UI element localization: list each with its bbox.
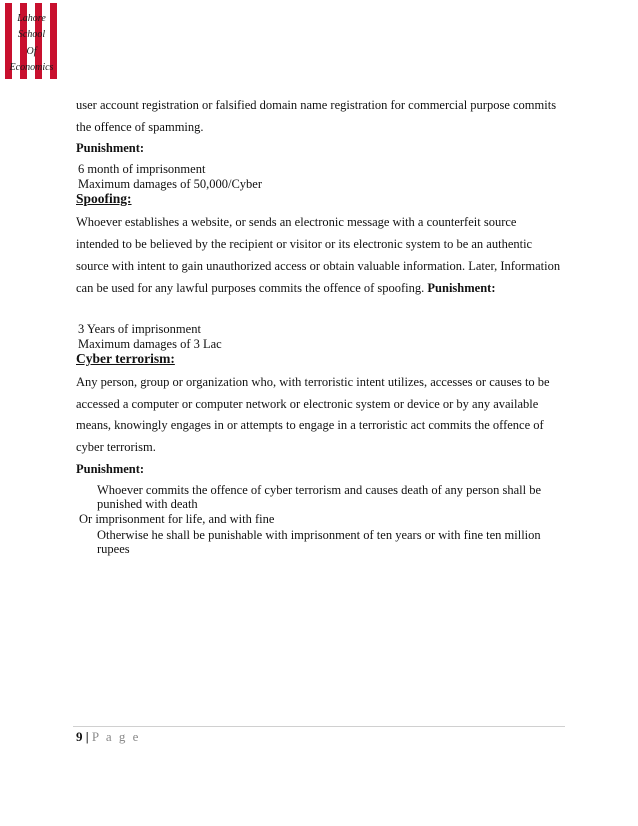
terrorism-text-line: accessed a computer or computer network or electronic system or device or by any available (76, 397, 539, 411)
terrorism-punishment-label: Punishment: (76, 462, 145, 476)
spam-text-line: the offence of spamming. (76, 120, 204, 134)
spoofing-punishment-item: 3 Years of imprisonment (78, 322, 201, 336)
school-logo (5, 3, 58, 79)
page-number: 9 (76, 729, 83, 744)
terrorism-text-line: Any person, group or organization who, with terroristic intent utilizes, accesses or causes to be (76, 375, 550, 389)
terrorism-text-line: means, knowingly engages in or attempts to engage in a terroristic act commits the offence of (76, 418, 544, 432)
spam-punishment-label: Punishment: (76, 141, 145, 155)
page-label: P a g e (91, 729, 141, 744)
spoofing-text-line: Whoever establishes a website, or sends an electronic message with a counterfeit source (76, 215, 517, 229)
spoofing-punishment-item: Maximum damages of 3 Lac (78, 337, 222, 351)
cyber-terrorism-heading: Cyber terrorism: (76, 351, 175, 366)
spam-punishment-item: Maximum damages of 50,000/Cyber (78, 177, 262, 191)
logo-text-line1: Lahore (17, 13, 46, 24)
terrorism-punishment-item: rupees (97, 542, 130, 556)
spoofing-text-line: intended to be believed by the recipient or visitor or its electronic system to be an authentic (76, 237, 533, 251)
terrorism-punishment-item: punished with death (97, 497, 198, 511)
terrorism-text-line: cyber terrorism. (76, 440, 156, 454)
spoofing-text-line: source with intent to gain unauthorized access or obtain valuable information. Later, Information (76, 259, 561, 273)
footer-separator: | (85, 729, 89, 744)
logo-text-line4: Economics (9, 62, 54, 73)
terrorism-punishment-item: Or imprisonment for life, and with fine (79, 512, 275, 526)
footer-divider (73, 726, 565, 727)
spam-punishment-item: 6 month of imprisonment (78, 162, 206, 176)
terrorism-punishment-item: Otherwise he shall be punishable with imprisonment of ten years or with fine ten million (97, 528, 541, 542)
terrorism-punishment-item: Whoever commits the offence of cyber terrorism and causes death of any person shall be (97, 483, 542, 497)
page-footer (76, 729, 140, 745)
spam-text-line: user account registration or falsified domain name registration for commercial purpose commits (76, 98, 557, 112)
spoofing-heading: Spoofing: (76, 191, 132, 206)
logo-text-line2: School (17, 29, 46, 40)
spoofing-text-line (76, 281, 496, 296)
logo-text-line3: Of (26, 46, 37, 57)
spoofing-text: can be used for any lawful purposes commits the offence of spoofing. (76, 281, 425, 295)
spoofing-punishment-label: Punishment: (427, 281, 496, 295)
